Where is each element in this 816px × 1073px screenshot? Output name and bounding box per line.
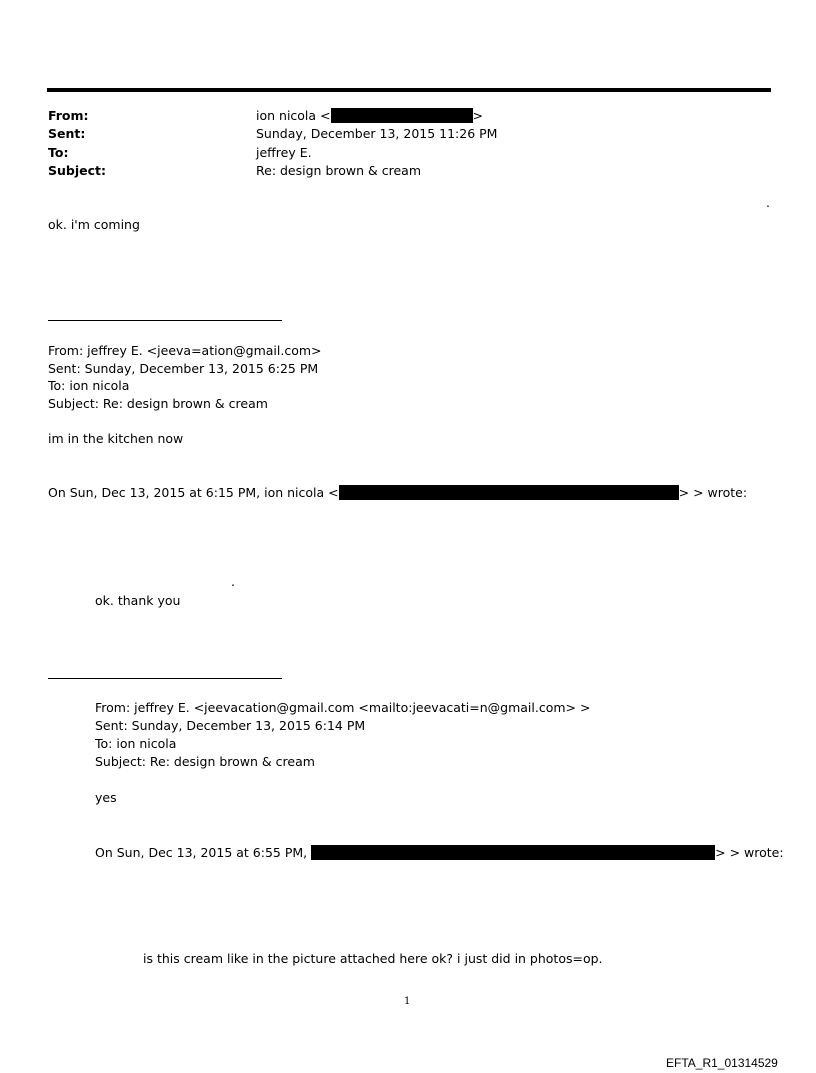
reply3-quote-line xyxy=(95,845,784,860)
document-id: EFTA_R1_01314529 xyxy=(666,1056,778,1070)
redaction-bar xyxy=(339,485,679,500)
reply2-body: ok. thank you xyxy=(95,593,181,608)
reply3-sent: Sent: Sunday, December 13, 2015 6:14 PM xyxy=(95,718,366,733)
sent-label: Sent: xyxy=(48,126,86,141)
separator-line xyxy=(48,678,282,679)
reply3-subject: Subject: Re: design brown & cream xyxy=(95,754,315,769)
reply1-from: From: jeffrey E. <jeeva=ation@gmail.com> xyxy=(48,343,322,358)
redaction-bar xyxy=(311,845,715,860)
sent-value: Sunday, December 13, 2015 11:26 PM xyxy=(256,126,498,141)
reply3-to: To: ion nicola xyxy=(95,736,177,751)
separator-line xyxy=(48,320,282,321)
top-rule xyxy=(47,88,771,92)
to-label: To: xyxy=(48,145,69,160)
reply3-from: From: jeffrey E. <jeevacation@gmail.com <mailto:jeevacati=n@gmail.com> > xyxy=(95,700,591,715)
stray-dot: . xyxy=(766,195,770,210)
redaction-bar xyxy=(331,108,473,123)
reply1-body: im in the kitchen now xyxy=(48,431,184,446)
reply1-to: To: ion nicola xyxy=(48,378,130,393)
reply1-subject: Subject: Re: design brown & cream xyxy=(48,396,268,411)
reply1-quote-line xyxy=(48,485,747,500)
from-open-bracket: < xyxy=(320,108,331,123)
reply1-quote-suffix: > > wrote: xyxy=(678,485,748,500)
subject-label: Subject: xyxy=(48,163,106,178)
to-value: jeffrey E. xyxy=(256,145,312,160)
message-body: ok. i'm coming xyxy=(48,217,140,232)
from-name: ion nicola xyxy=(256,108,317,123)
from-value xyxy=(256,108,483,123)
reply1-sent: Sent: Sunday, December 13, 2015 6:25 PM xyxy=(48,361,319,376)
subject-value: Re: design brown & cream xyxy=(256,163,421,178)
reply1-quote-prefix: On Sun, Dec 13, 2015 at 6:15 PM, ion nicola xyxy=(48,485,325,500)
stray-dot: . xyxy=(231,574,235,589)
reply3-body: yes xyxy=(95,790,117,805)
reply4-body: is this cream like in the picture attached here ok? i just did in photos=op. xyxy=(143,951,603,966)
reply1-quote-open: < xyxy=(328,485,339,500)
page-number: 1 xyxy=(404,996,411,1007)
from-close-bracket: > xyxy=(472,108,484,123)
reply3-quote-suffix: > > wrote: xyxy=(715,845,784,860)
from-label: From: xyxy=(48,108,89,123)
reply3-quote-prefix: On Sun, Dec 13, 2015 at 6:55 PM, xyxy=(95,845,308,860)
